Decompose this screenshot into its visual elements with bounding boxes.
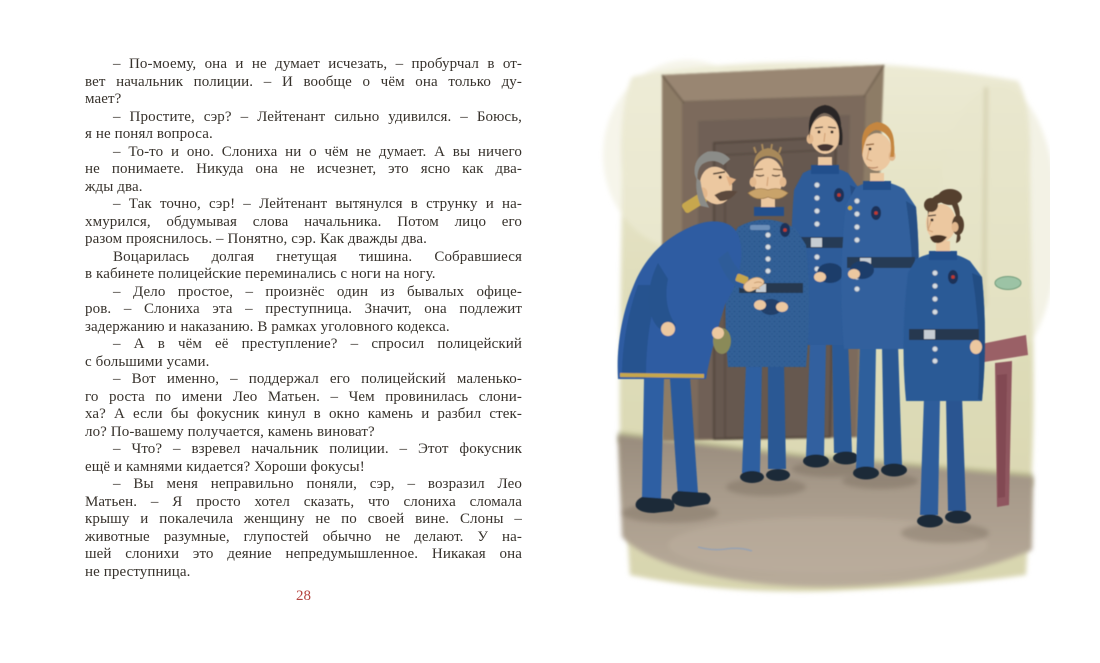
paragraph bbox=[85, 371, 522, 441]
page-number: 28 bbox=[296, 588, 311, 604]
paragraph bbox=[85, 284, 522, 337]
text-line: – По-моему, она и не думает исчезать, – пробурчал в от- bbox=[113, 56, 522, 72]
paragraph bbox=[85, 196, 522, 249]
text-line: – Дело простое, – произнёс один из бывалых офице- bbox=[113, 283, 522, 300]
paragraph bbox=[85, 144, 522, 197]
story-text bbox=[85, 56, 522, 581]
text-line: с большими усами. bbox=[85, 353, 210, 370]
text-line: жды два. bbox=[85, 178, 143, 195]
text-line: Воцарилась долгая гнетущая тишина. Собравшиеся bbox=[113, 248, 522, 265]
text-line: ха? А если бы фокусник кинул в окно камень и разбил стек- bbox=[85, 406, 522, 422]
illustration bbox=[598, 45, 1050, 635]
paragraph bbox=[85, 109, 522, 144]
text-line: – Простите, сэр? – Лейтенант сильно удивился. – Боюсь, bbox=[113, 108, 522, 125]
text-line: ещё и камнями кидается? Хороши фокусы! bbox=[85, 458, 365, 475]
text-line: – Вы меня неправильно поняли, сэр, – возразил Лео bbox=[113, 476, 522, 492]
text-line: я не понял вопроса. bbox=[85, 126, 213, 142]
text-line: в кабинете полицейские переминались с ноги на ногу. bbox=[85, 266, 436, 282]
text-line: мает? bbox=[85, 91, 122, 107]
text-line: хмурился, обдумывая слова начальника. Потом лицо его bbox=[85, 213, 522, 230]
illustration-svg bbox=[598, 45, 1050, 635]
text-line: Матьен. – Я просто хотел сказать, что слониха сломала bbox=[85, 493, 522, 510]
text-line: шей слонихи это деяние непредумышленное. Никакая она bbox=[85, 546, 522, 562]
text-line: ло? По-вашему получается, камень виноват? bbox=[85, 423, 375, 440]
text-line: разом прояснилось. – Понятно, сэр. Как дважды два. bbox=[85, 231, 427, 247]
text-line: – Так точно, сэр! – Лейтенант вытянулся в струнку и на- bbox=[113, 196, 522, 212]
text-line: – То-то и оно. Слониха ни о чём не думает. А вы ничего bbox=[113, 143, 522, 160]
text-line: не преступница. bbox=[85, 563, 191, 580]
text-line: задержанию и наказанию. В рамках уголовного кодекса. bbox=[85, 318, 450, 335]
text-line: крышу и покалечила женщину не по своей вине. Слоны – bbox=[85, 511, 522, 527]
paragraph bbox=[85, 249, 522, 284]
paragraph bbox=[85, 441, 522, 476]
paragraph bbox=[85, 56, 522, 109]
text-line: не понимаете. Никуда она не исчезнет, это ясно как два- bbox=[85, 161, 522, 177]
text-line: – Вот именно, – поддержал его полицейский маленько- bbox=[113, 371, 522, 387]
text-line: животные разумные, глупостей обычно не делают. У на- bbox=[85, 528, 522, 545]
paragraph bbox=[85, 336, 522, 371]
text-line: вет начальник полиции. – И вообще о чём она только ду- bbox=[85, 73, 522, 90]
text-line: го роста по имени Лео Матьен. – Чем провинилась слони- bbox=[85, 388, 522, 405]
bottle bbox=[995, 277, 1021, 290]
paragraph bbox=[85, 476, 522, 581]
text-line: – Что? – взревел начальник полиции. – Этот фокусник bbox=[113, 441, 522, 457]
text-line: ров. – Слониха эта – преступница. Значит, она подлежит bbox=[85, 301, 522, 317]
text-line: – А в чём её преступление? – спросил полицейский bbox=[113, 336, 522, 352]
